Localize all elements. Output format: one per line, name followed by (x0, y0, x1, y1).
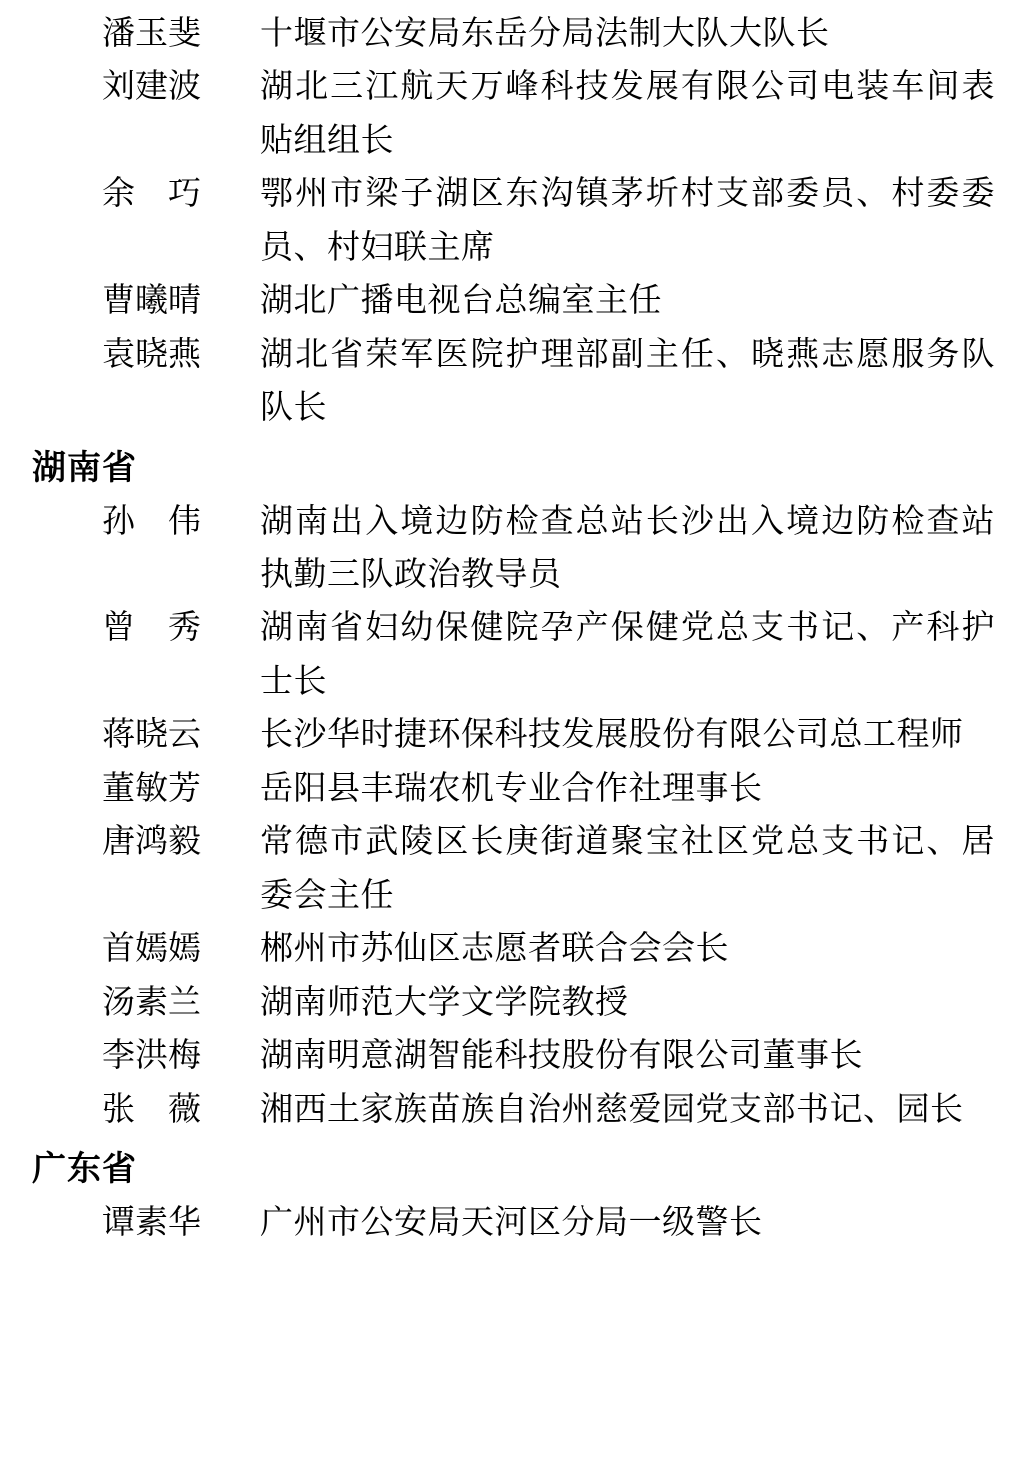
list-item (30, 168, 995, 275)
list-item (30, 1084, 995, 1137)
person-title: 岳阳县丰瑞农机专业合作社理事长 (260, 770, 763, 807)
list-item (30, 61, 995, 168)
list-item (30, 763, 995, 816)
person-title: 长沙华时捷环保科技发展股份有限公司总工程师 (260, 717, 964, 754)
person-name: 潘玉斐 (102, 16, 201, 52)
list-item (30, 709, 995, 762)
section-guangdong (30, 1147, 995, 1250)
person-name: 李洪梅 (102, 1038, 201, 1075)
person-title: 郴州市苏仙区志愿者联合会会长 (260, 931, 729, 968)
person-name: 张 薇 (102, 1091, 201, 1128)
list-item (30, 8, 995, 61)
person-name: 袁晓燕 (102, 336, 201, 373)
section-hunan (30, 446, 995, 1137)
list-item (30, 496, 995, 603)
person-name: 唐鸿毅 (102, 824, 201, 861)
list-item (30, 329, 995, 436)
person-title: 鄂州市梁子湖区东沟镇茅圻村支部委员、村委委员、村妇联主席 (260, 176, 995, 266)
person-name: 曾 秀 (102, 610, 201, 647)
person-title: 湖南师范大学文学院教授 (260, 984, 629, 1021)
person-name: 蒋晓云 (102, 717, 201, 754)
person-title: 湖南明意湖智能科技股份有限公司董事长 (260, 1038, 863, 1075)
list-item (30, 977, 995, 1030)
person-name: 首嫣嫣 (102, 931, 201, 968)
section-hubei-continued (30, 8, 995, 436)
person-name: 刘建波 (102, 69, 201, 106)
list-item (30, 816, 995, 923)
person-title: 湖北省荣军医院护理部副主任、晓燕志愿服务队队长 (260, 336, 995, 427)
person-title: 湖北广播电视台总编室主任 (260, 283, 662, 320)
section-heading: 湖南省 (32, 448, 137, 487)
person-name: 曹曦晴 (102, 283, 201, 320)
person-name: 谭素华 (102, 1204, 201, 1241)
person-title: 湖北三江航天万峰科技发展有限公司电装车间表贴组组长 (260, 69, 995, 159)
list-item (30, 923, 995, 976)
list-item (30, 602, 995, 709)
person-title: 广州市公安局天河区分局一级警长 (260, 1204, 763, 1241)
person-title: 十堰市公安局东岳分局法制大队大队长 (260, 16, 830, 52)
person-name: 汤素兰 (102, 984, 201, 1021)
person-name: 孙 伟 (102, 503, 201, 540)
list-item (30, 275, 995, 328)
list-item (30, 1030, 995, 1083)
person-name: 董敏芳 (102, 770, 201, 807)
section-heading: 广东省 (32, 1149, 137, 1188)
list-item (30, 1197, 995, 1250)
person-title: 常德市武陵区长庚街道聚宝社区党总支书记、居委会主任 (260, 824, 995, 914)
person-title: 湖南省妇幼保健院孕产保健党总支书记、产科护士长 (260, 610, 995, 700)
person-title: 湘西土家族苗族自治州慈爱园党支部书记、园长 (260, 1091, 964, 1128)
person-name: 余 巧 (102, 176, 201, 213)
person-title: 湖南出入境边防检查总站长沙出入境边防检查站执勤三队政治教导员 (260, 503, 995, 593)
